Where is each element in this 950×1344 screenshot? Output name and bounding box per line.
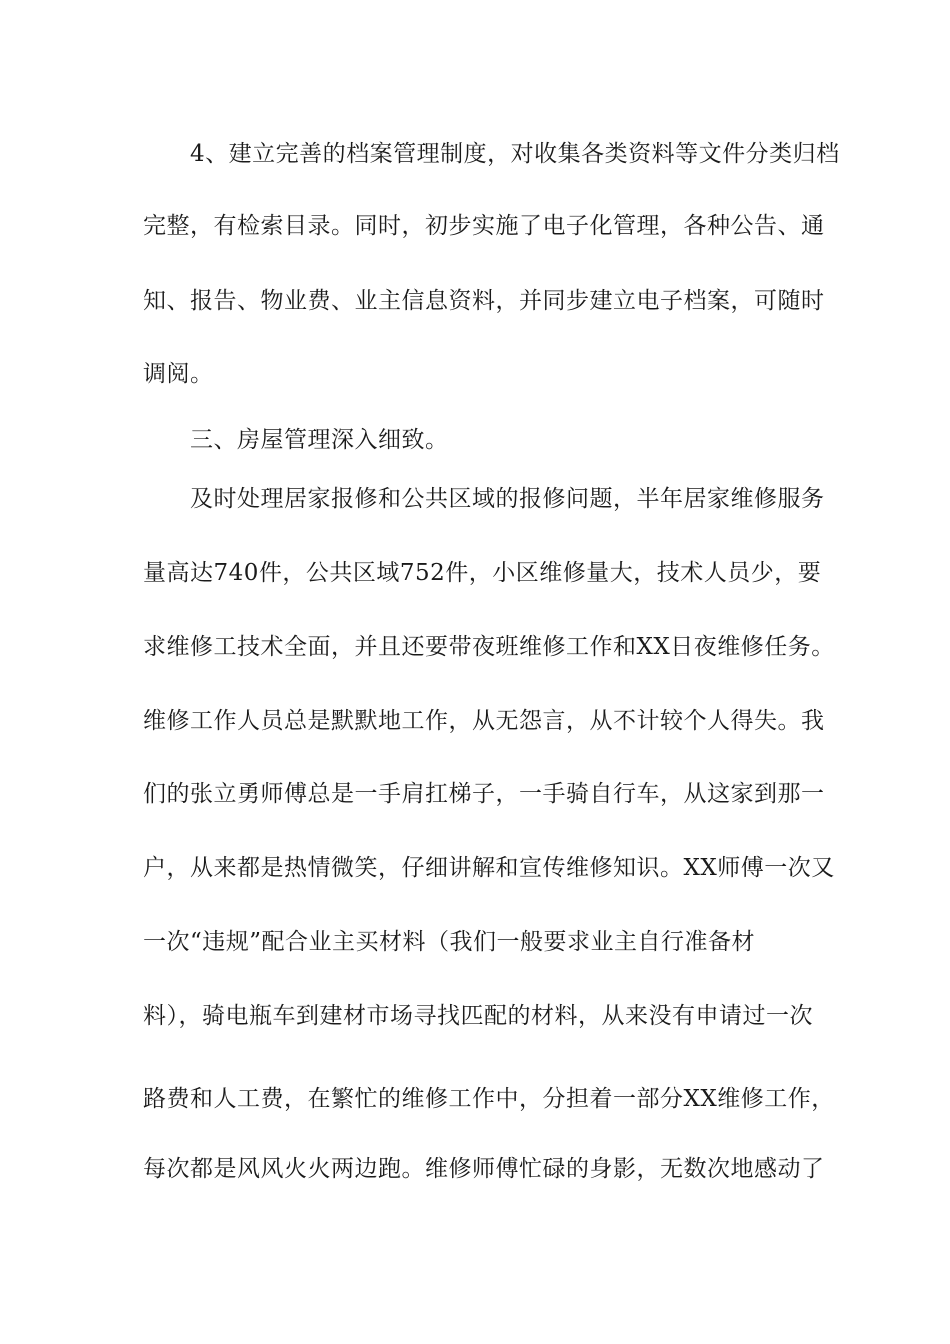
text-line: 及时处理居家报修和公共区域的报修问题，半年居家维修服务 — [190, 486, 825, 512]
text-line: 完整，有检索目录。同时，初步实施了电子化管理，各种公告、通 — [143, 213, 825, 239]
text-line: 求维修工技术全面，并且还要带夜班维修工作和XX日夜维修任务。 — [143, 634, 835, 660]
text-line: 量高达740件，公共区域752件，小区维修量大，技术人员少，要 — [143, 560, 822, 586]
text-line: 路费和人工费，在繁忙的维修工作中，分担着一部分XX维修工作， — [143, 1086, 835, 1112]
section-heading: 三、房屋管理深入细致。 — [190, 427, 449, 453]
text-line: 调阅。 — [143, 361, 214, 387]
text-line: 户，从来都是热情微笑，仔细讲解和宣传维修知识。XX师傅一次又 — [143, 855, 835, 881]
text-line: 每次都是风风火火两边跑。维修师傅忙碌的身影，无数次地感动了 — [143, 1156, 825, 1182]
text-line: 知、报告、物业费、业主信息资料，并同步建立电子档案，可随时 — [143, 288, 825, 314]
text-line: 4、建立完善的档案管理制度，对收集各类资料等文件分类归档 — [190, 141, 840, 167]
text-line: 一次“违规”配合业主买材料（我们一般要求业主自行准备材 — [143, 929, 756, 955]
text-line: 维修工作人员总是默默地工作，从无怨言，从不计较个人得失。我 — [143, 708, 825, 734]
text-line: 料），骑电瓶车到建材市场寻找匹配的材料，从来没有申请过一次 — [143, 1003, 813, 1029]
text-line: 们的张立勇师傅总是一手肩扛梯子，一手骑自行车，从这家到那一 — [143, 781, 825, 807]
